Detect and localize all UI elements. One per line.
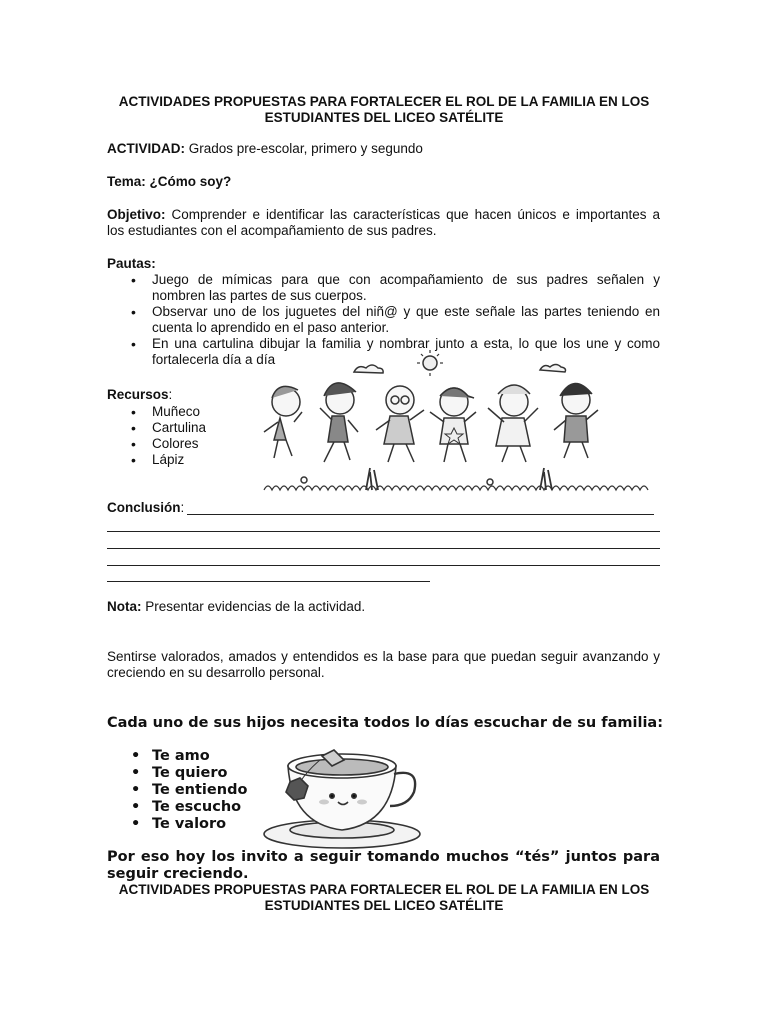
mensaje-item: • Te escucho — [107, 799, 257, 816]
objetivo-block — [107, 207, 660, 239]
mensaje-closing — [107, 849, 660, 883]
footer-title-line2: ESTUDIANTES DEL LICEO SATÉLITE — [264, 898, 504, 913]
actividad-label: ACTIVIDAD: — [107, 141, 185, 156]
reflexion-line1: Sentirse valorados, amados y entendidos es la base para que puedan seguir avanzando y — [107, 649, 660, 664]
recursos-item: • Lápiz — [107, 452, 257, 468]
conclusion-line — [107, 581, 430, 582]
document-title-line1: ACTIVIDADES PROPUESTAS PARA FORTALECER EL ROL DE LA FAMILIA EN LOS — [118, 94, 650, 109]
document-title — [100, 94, 668, 126]
reflexion-block — [107, 649, 660, 681]
footer-title — [100, 882, 668, 914]
pautas-item: • Observar uno de los juguetes del niñ@ y que este señale las partes teniendo en cuenta lo aprendido en el paso anterior. — [107, 304, 660, 336]
tema-line — [107, 174, 660, 190]
mensaje-item: • Te amo — [107, 748, 257, 765]
objetivo-label: Objetivo: — [107, 207, 166, 222]
mensaje-item: • Te quiero — [107, 765, 257, 782]
conclusion-label: Conclusión — [107, 500, 181, 515]
recursos-label: Recursos — [107, 387, 169, 402]
pautas-label: Pautas: — [107, 256, 156, 271]
nota-line — [107, 599, 660, 615]
recursos-list — [107, 404, 257, 468]
footer-title-line1: ACTIVIDADES PROPUESTAS PARA FORTALECER EL ROL DE LA FAMILIA EN LOS — [118, 882, 650, 897]
nota-label: Nota: — [107, 599, 142, 614]
tema-label: Tema: — [107, 174, 146, 189]
children-jumping-illustration — [258, 350, 663, 495]
mensaje-closing-line1: Por eso hoy los invito a seguir tomando muchos “tés” juntos para — [107, 849, 660, 865]
pautas-item: • Juego de mímicas para que con acompañamiento de sus padres señalen y nombren las partes de sus cuerpos. — [107, 272, 660, 304]
smiling-teacup-illustration — [262, 742, 430, 850]
recursos-item: • Colores — [107, 436, 257, 452]
reflexion-line2: creciendo en su desarrollo personal. — [107, 665, 325, 680]
mensaje-list — [107, 748, 257, 833]
recursos-block: Recursos: • Muñeco • Cartulina • Colores • Lápiz — [107, 387, 257, 468]
tema-value: ¿Cómo soy? — [149, 174, 232, 189]
pautas-item: • En una cartulina dibujar la familia y nombrar junto a esta, lo que los une y como fortalecerla día a día — [107, 336, 660, 368]
mensaje-item: • Te valoro — [107, 816, 257, 833]
document-title-line2: ESTUDIANTES DEL LICEO SATÉLITE — [264, 110, 504, 125]
objetivo-line1: Comprender e identificar las características que hacen únicos e importantes a — [171, 207, 660, 222]
conclusion-line — [107, 548, 660, 549]
nota-value: Presentar evidencias de la actividad. — [145, 599, 366, 614]
recursos-item: • Muñeco — [107, 404, 257, 420]
conclusion-line — [107, 531, 660, 532]
conclusion-line — [187, 514, 654, 515]
mensaje-item: • Te entiendo — [107, 782, 257, 799]
objetivo-line2: los estudiantes con el acompañamiento de sus padres. — [107, 223, 437, 238]
mensaje-closing-line2: seguir creciendo. — [107, 866, 249, 882]
conclusion-block: Conclusión: — [107, 500, 185, 515]
actividad-line — [107, 141, 660, 157]
recursos-item: • Cartulina — [107, 420, 257, 436]
conclusion-line — [107, 565, 660, 566]
actividad-value: Grados pre-escolar, primero y segundo — [188, 141, 423, 156]
mensaje-heading: Cada uno de sus hijos necesita todos lo días escuchar de su familia: — [107, 715, 663, 731]
